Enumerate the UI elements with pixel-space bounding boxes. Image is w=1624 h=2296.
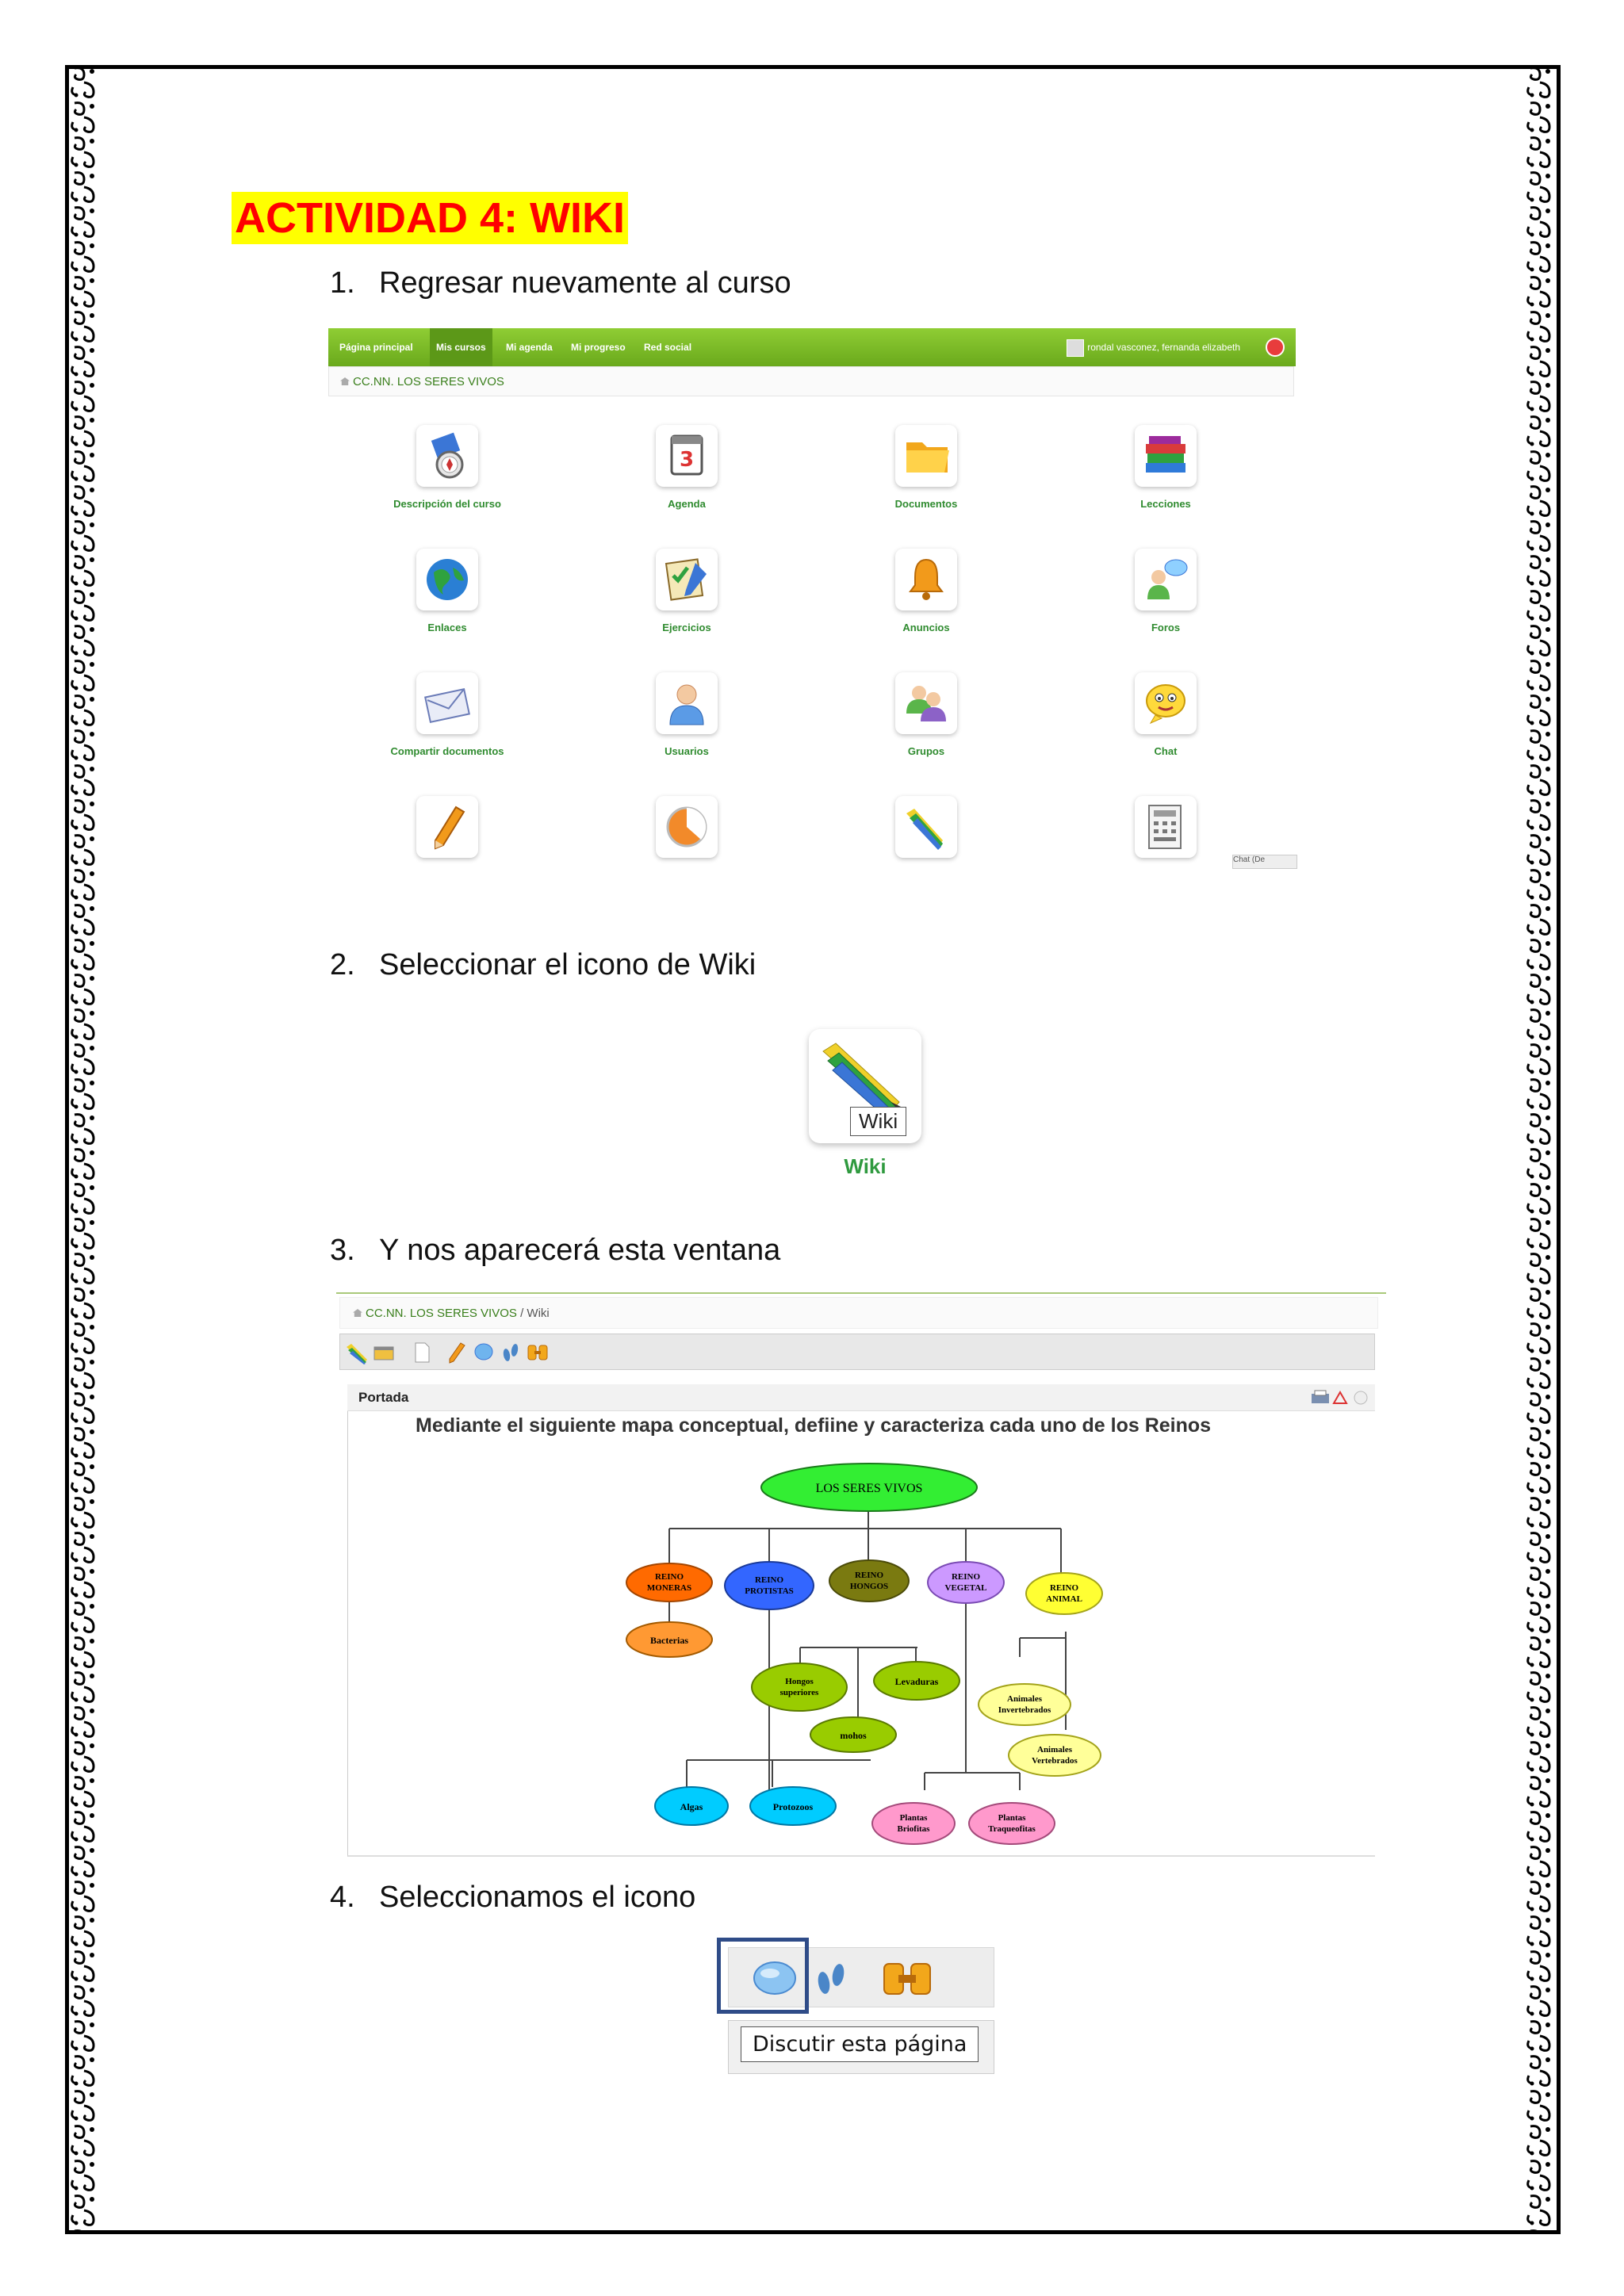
tool-users[interactable] <box>568 672 806 757</box>
node-moneras-label-2: MONERAS <box>646 1583 692 1593</box>
svg-text:3: 3 <box>679 448 695 472</box>
concept-map <box>336 1292 1386 1860</box>
breadcrumb-course[interactable]: CC.NN. LOS SERES VIVOS <box>353 375 504 388</box>
node-protistas <box>725 1562 814 1609</box>
tool-label: Ejercicios <box>662 622 711 633</box>
node-bacterias-label: Bacterias <box>650 1635 688 1646</box>
pencils-icon <box>895 796 957 858</box>
wiki-label[interactable]: Wiki <box>844 1154 887 1178</box>
step-text: Y nos aparecerá esta ventana <box>379 1234 781 1267</box>
wiki-instruction: Mediante el siguiente mapa conceptual, defiine y caracteriza cada uno de los Reinos <box>416 1414 1212 1437</box>
wiki-page-screenshot <box>336 1292 1386 1860</box>
folder-icon <box>895 425 957 487</box>
discuss-tooltip: Discutir esta página <box>741 2026 979 2062</box>
checklist-icon <box>656 549 718 610</box>
tool-label: Documentos <box>894 498 958 510</box>
books-icon <box>1135 425 1197 487</box>
breadcrumb-course[interactable]: CC.NN. LOS SERES VIVOS <box>366 1307 517 1320</box>
step-number: 3. <box>330 1234 355 1267</box>
pie-chart-icon <box>656 796 718 858</box>
step-3 <box>330 1234 780 1268</box>
concept-map-connectors <box>669 1508 1066 1806</box>
node-invert-label-2: Invertebrados <box>998 1705 1051 1715</box>
step-number: 1. <box>330 266 355 300</box>
pencil-icon <box>416 796 478 858</box>
node-hongos-sup-label-2: superiores <box>779 1688 819 1697</box>
node-vert-label-1: Animales <box>1037 1745 1072 1755</box>
tool-lessons[interactable] <box>1047 425 1285 510</box>
node-animal <box>1026 1573 1102 1614</box>
node-traqueofitas <box>969 1803 1055 1844</box>
wiki-icon-zoom[interactable] <box>809 1029 928 1188</box>
nav-my-courses[interactable]: Mis cursos <box>430 328 492 366</box>
node-hongos-sup-label-1: Hongos <box>785 1677 814 1686</box>
node-invert-label-1: Animales <box>1007 1694 1042 1704</box>
tool-label: Lecciones <box>1140 498 1191 510</box>
tool-notebook[interactable] <box>328 796 566 858</box>
concept-map-nodes <box>626 1464 1102 1844</box>
node-hongos-label-1: REINO <box>854 1571 884 1580</box>
node-protistas-label-2: PROTISTAS <box>745 1586 794 1596</box>
tool-agenda[interactable] <box>568 425 806 510</box>
nav-my-agenda[interactable]: Mi agenda <box>506 342 553 353</box>
tool-label: Anuncios <box>902 622 950 633</box>
tool-label: Usuarios <box>665 745 709 757</box>
globe-icon <box>416 549 478 610</box>
user-menu[interactable] <box>1067 328 1240 366</box>
group-icon <box>895 672 957 734</box>
node-animal-label-1: REINO <box>1049 1583 1079 1593</box>
tool-gradebook[interactable] <box>1047 796 1285 858</box>
step-1 <box>330 266 791 300</box>
chat-tab[interactable]: Chat (De <box>1232 855 1297 869</box>
step-text: Seleccionamos el icono <box>379 1881 696 1914</box>
node-protozoos-label: Protozoos <box>772 1801 814 1812</box>
node-traqueofitas-label-1: Plantas <box>998 1813 1026 1823</box>
node-levaduras-label: Levaduras <box>894 1676 939 1687</box>
step-text: Regresar nuevamente al curso <box>379 266 791 300</box>
chat-smiley-icon <box>1135 672 1197 734</box>
tool-course-description[interactable] <box>328 425 566 510</box>
node-vegetal <box>928 1562 1004 1603</box>
node-moneras-label-1: REINO <box>654 1572 684 1582</box>
node-briofitas-label-2: Briofitas <box>897 1824 930 1834</box>
bell-icon <box>895 549 957 610</box>
nav-home[interactable]: Página principal <box>339 342 413 353</box>
tool-groups[interactable] <box>807 672 1045 757</box>
node-mohos-label: mohos <box>840 1730 867 1741</box>
links-icon[interactable] <box>879 1959 935 1999</box>
calculator-icon <box>1135 796 1197 858</box>
step-text: Seleccionar el icono de Wiki <box>379 948 756 982</box>
node-hongos <box>829 1560 909 1601</box>
course-description-icon <box>416 425 478 487</box>
discuss-icon-zoom <box>717 1938 994 2085</box>
highlight-box <box>717 1938 809 2014</box>
step-number: 4. <box>330 1881 355 1914</box>
tool-label: Foros <box>1151 622 1181 633</box>
calendar-icon <box>656 425 718 487</box>
tool-share-documents[interactable] <box>328 672 566 757</box>
node-vegetal-label-1: REINO <box>951 1572 981 1582</box>
tool-label: Enlaces <box>427 622 467 633</box>
node-animal-label-2: ANIMAL <box>1046 1594 1082 1604</box>
activity-heading: ACTIVIDAD 4: WIKI <box>232 192 628 244</box>
node-vertebrados <box>1009 1735 1101 1776</box>
nav-social[interactable]: Red social <box>644 342 692 353</box>
history-footprints-icon[interactable] <box>811 1959 851 1999</box>
user-icon <box>656 672 718 734</box>
node-briofitas-label-1: Plantas <box>899 1813 928 1823</box>
tool-chat[interactable] <box>1047 672 1285 757</box>
node-root-label: LOS SERES VIVOS <box>815 1482 923 1495</box>
tool-exercises[interactable] <box>568 549 806 633</box>
home-icon <box>340 377 350 385</box>
node-traqueofitas-label-2: Traqueofitas <box>988 1824 1036 1834</box>
step-number: 2. <box>330 948 355 982</box>
avatar-icon <box>1067 339 1084 357</box>
tool-surveys[interactable] <box>568 796 806 858</box>
node-protistas-label-1: REINO <box>754 1575 784 1585</box>
tool-label: Chat <box>1154 745 1178 757</box>
node-briofitas <box>872 1803 955 1844</box>
breadcrumb <box>328 366 1294 396</box>
node-vert-label-2: Vertebrados <box>1032 1756 1078 1766</box>
step-4 <box>330 1881 695 1915</box>
wiki-pencils-icon <box>809 1029 921 1143</box>
tool-documents[interactable] <box>807 425 1045 510</box>
tool-wiki[interactable] <box>807 796 1045 858</box>
course-home-screenshot <box>328 328 1296 867</box>
forum-icon <box>1135 549 1197 610</box>
breadcrumb-wiki[interactable]: Wiki <box>527 1307 550 1320</box>
node-moneras <box>626 1563 712 1601</box>
envelope-icon <box>416 672 478 734</box>
breadcrumb-separator: / <box>520 1307 524 1320</box>
node-hongos-superiores <box>752 1663 847 1711</box>
tool-label: Descripción del curso <box>393 498 501 510</box>
node-vegetal-label-2: VEGETAL <box>944 1583 987 1593</box>
tool-links[interactable] <box>328 549 566 633</box>
user-name: rondal vasconez, fernanda elizabeth <box>1087 342 1240 353</box>
tool-label: Compartir documentos <box>390 745 504 757</box>
logout-icon[interactable] <box>1266 338 1285 357</box>
node-hongos-label-2: HONGOS <box>849 1582 889 1591</box>
tool-label: Agenda <box>668 498 706 510</box>
tool-forums[interactable] <box>1047 549 1285 633</box>
node-invertebrados <box>979 1684 1071 1725</box>
top-navbar <box>328 328 1296 366</box>
wiki-tooltip: Wiki <box>850 1107 906 1136</box>
tool-announcements[interactable] <box>807 549 1045 633</box>
node-algas-label: Algas <box>680 1801 703 1812</box>
page-title: Portada <box>358 1390 409 1405</box>
nav-my-progress[interactable]: Mi progreso <box>571 342 626 353</box>
tool-label: Grupos <box>907 745 945 757</box>
step-2 <box>330 948 756 982</box>
